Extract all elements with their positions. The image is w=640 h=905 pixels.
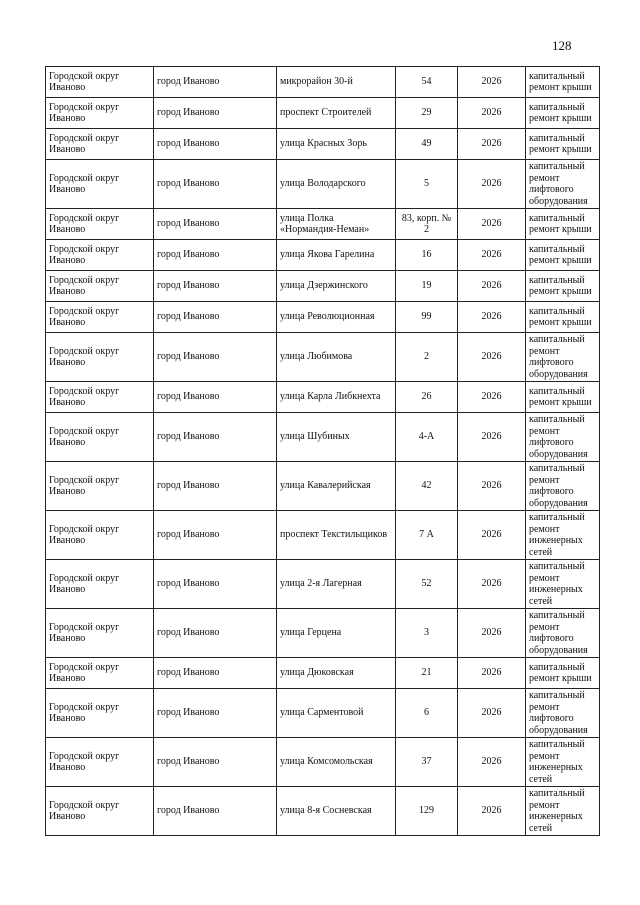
work-type-cell: капитальный ремонт инженерных сетей — [526, 787, 600, 836]
table-row — [46, 271, 600, 302]
work-type-cell: капитальный ремонт крыши — [526, 98, 600, 129]
work-type-cell: капитальный ремонт крыши — [526, 302, 600, 333]
city-cell: город Иваново — [154, 129, 277, 160]
municipality-cell: Городской округ Иваново — [46, 271, 154, 302]
municipality-cell: Городской округ Иваново — [46, 209, 154, 240]
house-number-cell: 3 — [396, 609, 458, 658]
house-number-cell: 16 — [396, 240, 458, 271]
city-cell: город Иваново — [154, 787, 277, 836]
table-row — [46, 738, 600, 787]
house-number-cell: 52 — [396, 560, 458, 609]
city-cell: город Иваново — [154, 462, 277, 511]
work-type-cell: капитальный ремонт крыши — [526, 67, 600, 98]
house-number-cell: 5 — [396, 160, 458, 209]
year-cell: 2026 — [458, 787, 526, 836]
municipality-cell: Городской округ Иваново — [46, 560, 154, 609]
table-row — [46, 511, 600, 560]
table-row — [46, 689, 600, 738]
year-cell: 2026 — [458, 689, 526, 738]
city-cell: город Иваново — [154, 738, 277, 787]
street-cell: улица Якова Гарелина — [277, 240, 396, 271]
table-row — [46, 413, 600, 462]
street-cell: улица Революционная — [277, 302, 396, 333]
municipality-cell: Городской округ Иваново — [46, 413, 154, 462]
street-cell: улица 2-я Лагерная — [277, 560, 396, 609]
street-cell: проспект Строителей — [277, 98, 396, 129]
municipality-cell: Городской округ Иваново — [46, 462, 154, 511]
work-type-cell: капитальный ремонт крыши — [526, 240, 600, 271]
table-row — [46, 333, 600, 382]
year-cell: 2026 — [458, 129, 526, 160]
work-type-cell: капитальный ремонт инженерных сетей — [526, 560, 600, 609]
street-cell: улица Дзержинского — [277, 271, 396, 302]
table-row — [46, 560, 600, 609]
municipality-cell: Городской округ Иваново — [46, 333, 154, 382]
municipality-cell: Городской округ Иваново — [46, 302, 154, 333]
street-cell: улица Комсомольская — [277, 738, 396, 787]
work-type-cell: капитальный ремонт крыши — [526, 382, 600, 413]
street-cell: проспект Текстильщиков — [277, 511, 396, 560]
street-cell: улица Любимова — [277, 333, 396, 382]
municipality-cell: Городской округ Иваново — [46, 160, 154, 209]
table-row — [46, 382, 600, 413]
city-cell: город Иваново — [154, 271, 277, 302]
street-cell: улица Шубиных — [277, 413, 396, 462]
city-cell: город Иваново — [154, 209, 277, 240]
year-cell: 2026 — [458, 382, 526, 413]
house-number-cell: 129 — [396, 787, 458, 836]
year-cell: 2026 — [458, 209, 526, 240]
house-number-cell: 42 — [396, 462, 458, 511]
municipality-cell: Городской округ Иваново — [46, 382, 154, 413]
city-cell: город Иваново — [154, 658, 277, 689]
house-number-cell: 4-А — [396, 413, 458, 462]
year-cell: 2026 — [458, 160, 526, 209]
work-type-cell: капитальный ремонт лифтового оборудования — [526, 609, 600, 658]
city-cell: город Иваново — [154, 240, 277, 271]
work-type-cell: капитальный ремонт инженерных сетей — [526, 738, 600, 787]
building-repair-table — [45, 66, 600, 836]
city-cell: город Иваново — [154, 160, 277, 209]
table-row — [46, 129, 600, 160]
city-cell: город Иваново — [154, 302, 277, 333]
work-type-cell: капитальный ремонт лифтового оборудования — [526, 333, 600, 382]
work-type-cell: капитальный ремонт лифтового оборудования — [526, 413, 600, 462]
house-number-cell: 37 — [396, 738, 458, 787]
table-row — [46, 160, 600, 209]
work-type-cell: капитальный ремонт лифтового оборудования — [526, 160, 600, 209]
year-cell: 2026 — [458, 240, 526, 271]
street-cell: улица Володарского — [277, 160, 396, 209]
city-cell: город Иваново — [154, 560, 277, 609]
table-row — [46, 240, 600, 271]
house-number-cell: 54 — [396, 67, 458, 98]
table-row — [46, 462, 600, 511]
street-cell: улица Дюковская — [277, 658, 396, 689]
work-type-cell: капитальный ремонт инженерных сетей — [526, 511, 600, 560]
municipality-cell: Городской округ Иваново — [46, 658, 154, 689]
work-type-cell: капитальный ремонт лифтового оборудования — [526, 462, 600, 511]
work-type-cell: капитальный ремонт крыши — [526, 271, 600, 302]
municipality-cell: Городской округ Иваново — [46, 67, 154, 98]
year-cell: 2026 — [458, 302, 526, 333]
city-cell: город Иваново — [154, 67, 277, 98]
street-cell: улица Сарментовой — [277, 689, 396, 738]
house-number-cell: 99 — [396, 302, 458, 333]
year-cell: 2026 — [458, 333, 526, 382]
house-number-cell: 83, корп. № 2 — [396, 209, 458, 240]
house-number-cell: 26 — [396, 382, 458, 413]
year-cell: 2026 — [458, 511, 526, 560]
street-cell: микрорайон 30-й — [277, 67, 396, 98]
city-cell: город Иваново — [154, 609, 277, 658]
work-type-cell: капитальный ремонт крыши — [526, 129, 600, 160]
street-cell: улица Полка «Нормандия-Неман» — [277, 209, 396, 240]
municipality-cell: Городской округ Иваново — [46, 787, 154, 836]
street-cell: улица Красных Зорь — [277, 129, 396, 160]
municipality-cell: Городской округ Иваново — [46, 689, 154, 738]
year-cell: 2026 — [458, 658, 526, 689]
street-cell: улица 8-я Сосневская — [277, 787, 396, 836]
year-cell: 2026 — [458, 738, 526, 787]
house-number-cell: 19 — [396, 271, 458, 302]
table-row — [46, 98, 600, 129]
page-number: 128 — [552, 38, 572, 53]
work-type-cell: капитальный ремонт крыши — [526, 209, 600, 240]
municipality-cell: Городской округ Иваново — [46, 240, 154, 271]
city-cell: город Иваново — [154, 511, 277, 560]
house-number-cell: 49 — [396, 129, 458, 160]
city-cell: город Иваново — [154, 413, 277, 462]
municipality-cell: Городской округ Иваново — [46, 609, 154, 658]
year-cell: 2026 — [458, 413, 526, 462]
year-cell: 2026 — [458, 98, 526, 129]
city-cell: город Иваново — [154, 98, 277, 129]
city-cell: город Иваново — [154, 333, 277, 382]
year-cell: 2026 — [458, 609, 526, 658]
city-cell: город Иваново — [154, 382, 277, 413]
municipality-cell: Городской округ Иваново — [46, 738, 154, 787]
street-cell: улица Герцена — [277, 609, 396, 658]
house-number-cell: 7 А — [396, 511, 458, 560]
table-row — [46, 67, 600, 98]
municipality-cell: Городской округ Иваново — [46, 511, 154, 560]
table-row — [46, 787, 600, 836]
work-type-cell: капитальный ремонт крыши — [526, 658, 600, 689]
year-cell: 2026 — [458, 560, 526, 609]
house-number-cell: 6 — [396, 689, 458, 738]
house-number-cell: 21 — [396, 658, 458, 689]
street-cell: улица Кавалерийская — [277, 462, 396, 511]
table-row — [46, 658, 600, 689]
municipality-cell: Городской округ Иваново — [46, 98, 154, 129]
city-cell: город Иваново — [154, 689, 277, 738]
year-cell: 2026 — [458, 462, 526, 511]
year-cell: 2026 — [458, 271, 526, 302]
table-row — [46, 302, 600, 333]
table-row — [46, 609, 600, 658]
table-row — [46, 209, 600, 240]
house-number-cell: 29 — [396, 98, 458, 129]
municipality-cell: Городской округ Иваново — [46, 129, 154, 160]
work-type-cell: капитальный ремонт лифтового оборудования — [526, 689, 600, 738]
house-number-cell: 2 — [396, 333, 458, 382]
year-cell: 2026 — [458, 67, 526, 98]
street-cell: улица Карла Либкнехта — [277, 382, 396, 413]
